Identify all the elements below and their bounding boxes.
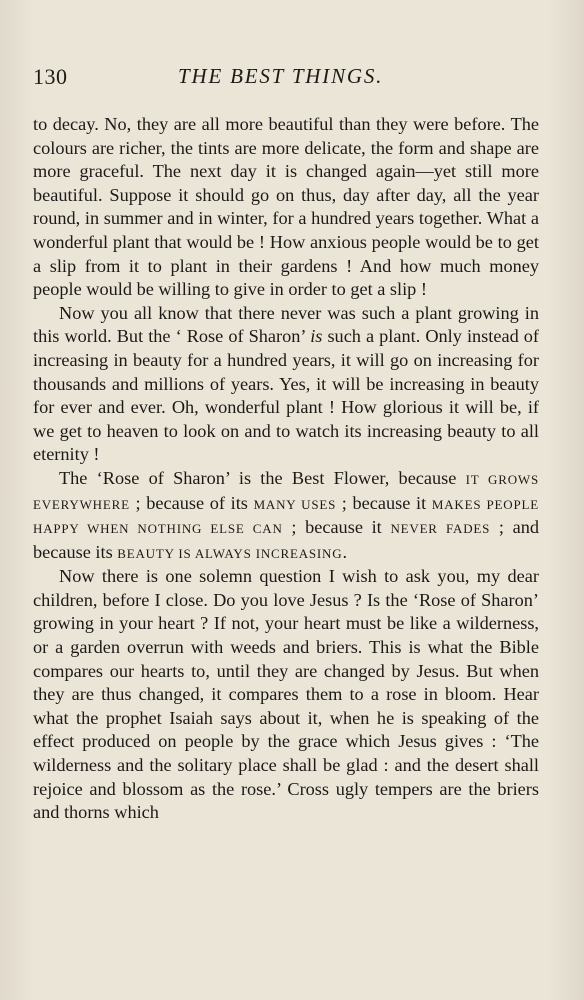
italic-emphasis: is [310,326,323,347]
small-caps-emphasis: MAKES PEOPLE HAPPY WHEN NOTHING ELSE CAN [33,496,539,537]
text-span: ; because of its [129,492,254,513]
page-header [33,64,544,94]
small-caps-emphasis: IT GROWS EVERYWHERE [33,471,539,512]
running-head: THE BEST THINGS. [178,64,384,88]
body-text [33,113,539,825]
text-span: Now you all know that there never was such a plant growing in this world. But the ‘ Rose of Sharon’ [33,302,539,347]
page-number: 130 [33,64,68,89]
small-caps-emphasis: BEAUTY IS ALWAYS INCREASING [117,545,343,561]
small-caps-emphasis: NEVER FADES [390,521,491,537]
paragraph-rose-of-sharon [33,302,539,467]
text-span: to decay. No, they are all more beautiful than they were before. The colours are richer, the tints are more delicate, the form and shape are more graceful. The next day it is changed again—yet still more beautiful. Suppose it should go on thus, day after day, all the year round, in summer and in winter, for a hundred years together. What a wonderful plant that would be ! How anxious people would be to get a slip from it to plant in their gardens ! And how much money people would be willing to give in order to get a slip ! [33,114,539,300]
text-span: . [342,541,348,562]
paragraph-best-flower [33,467,539,565]
text-span: ; and because its [33,517,539,562]
paragraph-solemn-question [33,565,539,825]
small-caps-emphasis: MANY USES [253,496,337,512]
text-span: Now there is one solemn question I wish to ask you, my dear children, before I close. Do you love Jesus ? Is the ‘Rose of Sharon’ growing in your heart ? If not, your heart must be like a wilderness, or a garden overrun with weeds and briers. This is what the Bible compares our hearts to, until they are changed by Jesus. But when they are thus changed, it compares them to a rose in bloom. Hear what the prophet Isaiah says about it, when he is speaking of the effect produced on people by the grace which Jesus gives : ‘The wilderness and the solitary place shall be glad : and the desert shall rejoice and blossom as the rose.’ Cross ugly tempers are the briers and thorns which [33,566,539,823]
text-span: ; because it [282,517,391,538]
paragraph-continuation [33,113,539,302]
text-span: The ‘Rose of Sharon’ is the Best Flower, because [59,467,466,488]
text-span: ; because it [336,492,432,513]
text-span: such a plant. Only instead of increasing in beauty for a hundred years, it will go on increasing for thousands and millions of years. Yes, it will be increasing in beauty for ever and ever. Oh, wonderful plant ! How glorious it will be, if we get to heaven to look on and to watch its increasing beauty to all eternity ! [33,326,540,465]
